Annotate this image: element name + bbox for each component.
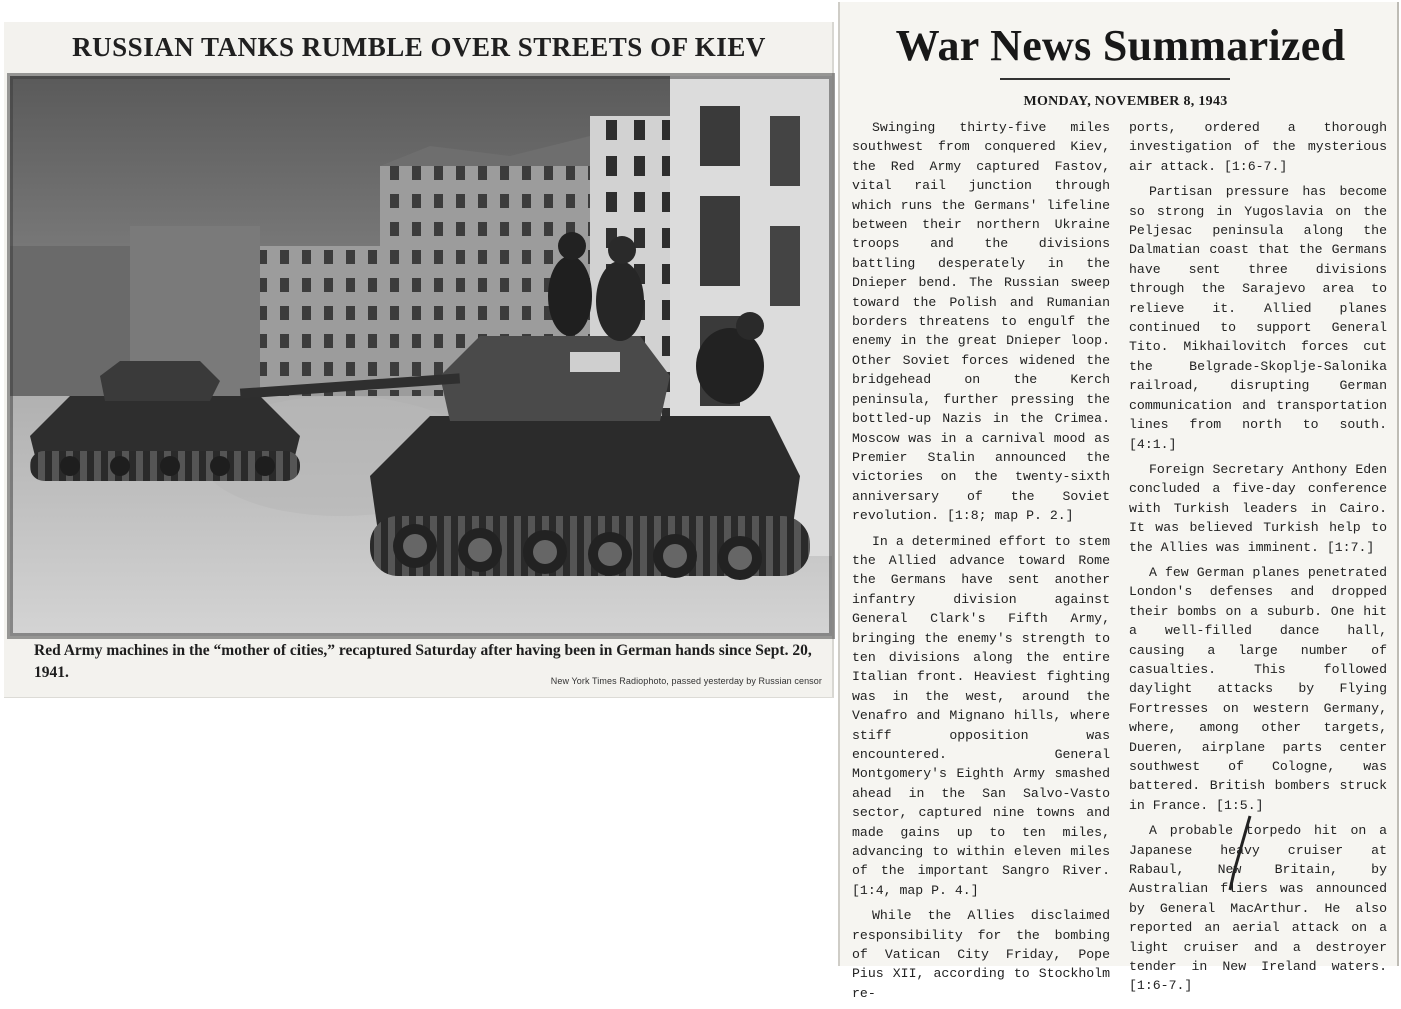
paragraph-kiev: Swinging thirty-five miles southwest from conquered Kiev, the Red Army captured Fastov, vital rail junction through which runs the Germans' lifeline between their northern Ukraine troops and the divisions battling desperately in the Dnieper bend. The Russian sweep toward the Polish and Rumanian borders threatens to engulf the enemy in the great Dnieper loop. Other Soviet forces widened the bridgehead on the Kerch peninsula, further pressing the bottled-up Nazis in the Crimea. Moscow was in a carnival mood as Premier Stalin announced the victories on the twenty-sixth anniversary of the Soviet revolution. [1:8; map P. 2.] [852,120,1110,524]
photo-credit: New York Times Radiophoto, passed yesterday by Russian censor [550,676,822,686]
tower-window [770,226,800,306]
title-rule [1000,78,1230,80]
paragraph-vatican: While the Allies disclaimed responsibility for the bombing of Vatican City Friday, Pope Pius XII, according to Stockholm re- [852,908,1110,1001]
ruined-building [260,246,380,396]
tank-marking [570,352,620,372]
tanks-in-kiev-photo [10,76,832,636]
photo-clipping [4,22,834,698]
paragraph-italy: In a determined effort to stem the Allied advance toward Rome the Germans have sent another infantry division against General Clark's Fifth Army, bringing the enemy's strength to ten divisions along the entire Italian front. Heaviest fighting was in the west, around the Venafro and Mignano hills, where stiff opposition was encountered. General Montgomery's Eighth Army smashed ahead in the San Salvo-Vasto sector, captured nine towns and made gains up to ten miles, advancing to within eleven miles of the important Sangro River. [1:4, map P. 4.] [852,533,1110,898]
tower-window [700,106,740,166]
photo-caption: Red Army machines in the “mother of cities,” recaptured Saturday after having been in German hands since Sept. 20, 1941. [34,642,812,681]
paragraph-london: A few German planes penetrated London's defenses and dropped their bombs on a suburb. One hit a well-filled dance hall, causing a large number of casualties. This followed daylight attacks by Flying Fortresses on western Germany, where, among other targets, Dueren, airplane parts center southwest of Cologne, was battered. British bombers struck in France. [1:5.] [1129,564,1387,813]
tower-window [700,196,740,286]
summary-column-left [852,118,1110,1009]
paragraph-turkey: Foreign Secretary Anthony Eden concluded a five-day conference with Turkish leaders in Cairo. It was believed Turkish help to the Allies was imminent. [1:7.] [1129,461,1387,555]
paragraph-rabaul: A probable torpedo hit on a Japanese heavy cruiser at Rabaul, New Britain, by Australian fliers was announced by General MacArthur. He also reported an aerial attack on a light cruiser and a destroyer tender in New Ireland waters. [1:6-7.] [1129,823,1387,994]
tower-window [770,116,800,186]
photo-headline: RUSSIAN TANKS RUMBLE OVER STREETS OF KIEV [72,32,766,62]
paragraph-yugoslavia: Partisan pressure has become so strong in Yugoslavia on the Peljesac peninsula along the Dalmatian coast that the Germans have sent three divisions through the Sarajevo area to relieve it. Allied planes continued to support General Tito. Mikhailovitch forces cut the Belgrade-Skoplje-Salonika railroad, disrupting German communication and transportation lines from north to south. [4:1.] [1129,184,1387,452]
paragraph-vatican-continued: ports, ordered a thorough investigation of the mysterious air attack. [1:6-7.] [1129,120,1387,174]
news-summary-clipping [838,2,1399,1001]
pen-mark [1220,814,1260,894]
summary-title: War News Summarized [895,21,1346,70]
summary-dateline: MONDAY, NOVEMBER 8, 1943 [1023,94,1228,109]
